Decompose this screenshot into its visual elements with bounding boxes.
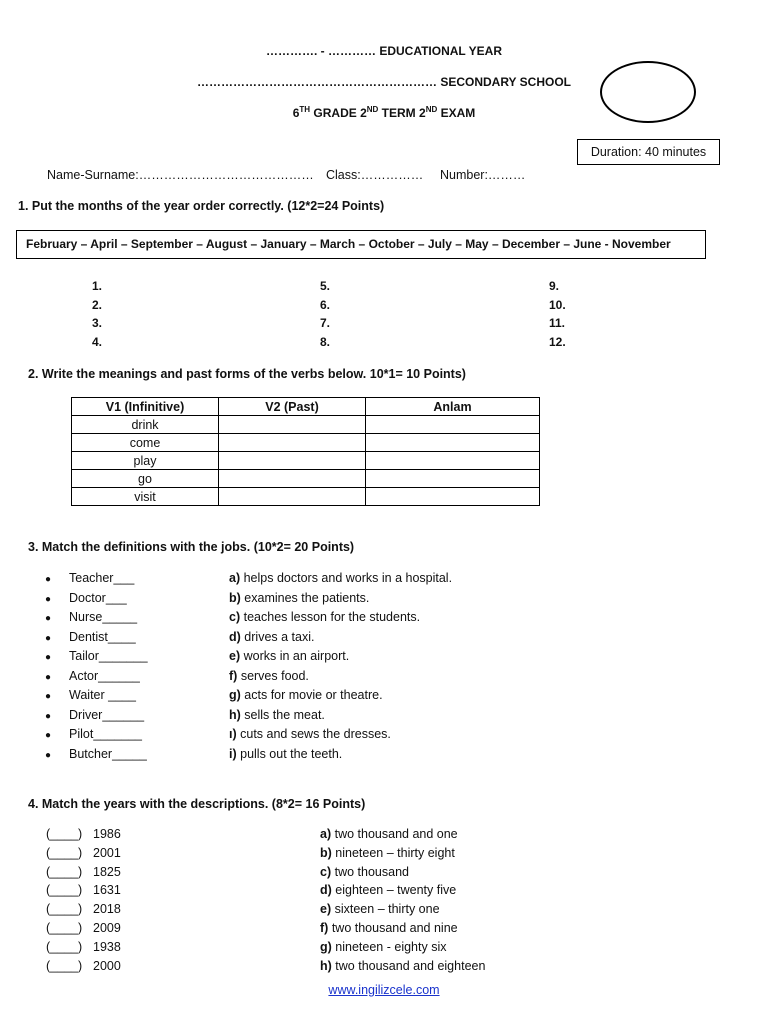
meaning-cell[interactable] (366, 470, 540, 488)
list-item: ● Doctor___ (45, 589, 148, 609)
verb-cell: go (72, 470, 219, 488)
answer-blank[interactable]: (____) (46, 939, 83, 954)
bullet-icon: ● (45, 671, 52, 683)
bullet-icon: ● (45, 613, 52, 624)
answer-number: 2. (92, 297, 103, 312)
list-item: f) serves food. (229, 668, 309, 683)
past-form-cell[interactable] (219, 488, 366, 506)
list-item: ● Driver______ (45, 706, 148, 726)
answer-number: 5. (320, 279, 331, 293)
list-item: (____) 1631 (46, 881, 121, 900)
answer-number: 12. (549, 334, 566, 349)
verb-cell: come (72, 434, 219, 452)
definitions-list (229, 569, 452, 764)
footer-website-link[interactable]: www.ingilizcele.com (328, 983, 440, 997)
meaning-cell[interactable] (366, 452, 540, 470)
exam-title: 6TH GRADE 2ND TERM 2ND EXAM (292, 105, 476, 120)
answer-number: 3. (92, 316, 103, 330)
table-row (72, 470, 540, 488)
list-item: (____) 2018 (46, 900, 121, 919)
bullet-icon: ● (45, 730, 52, 741)
educational-year-line: …………. - ………… EDUCATIONAL YEAR (265, 44, 502, 58)
list-item: h) sells the meat. (229, 707, 325, 722)
table-row (72, 416, 540, 434)
list-item: ı) cuts and sews the dresses. (229, 727, 391, 741)
list-item: d) eighteen – twenty five (320, 883, 457, 898)
meaning-cell[interactable] (366, 434, 540, 452)
table-row (72, 434, 540, 452)
answer-number: 10. (549, 297, 566, 312)
list-item: g) acts for movie or theatre. (229, 688, 383, 702)
answer-number: 11. (549, 316, 566, 330)
answer-column-2 (320, 277, 330, 351)
answer-number: 4. (92, 334, 103, 349)
list-item: ● Nurse_____ (45, 608, 148, 628)
table-header-row (72, 398, 540, 416)
list-item: (____) 1986 (46, 825, 121, 844)
column-header: V1 (Infinitive) (72, 398, 219, 416)
list-item: e) works in an airport. (229, 649, 350, 663)
answer-blank[interactable]: (____) (46, 920, 83, 935)
answer-blank[interactable]: (____) (46, 883, 83, 898)
meaning-cell[interactable] (366, 488, 540, 506)
list-item: f) two thousand and nine (320, 920, 458, 935)
bullet-icon: ● (45, 691, 52, 702)
list-item: a) two thousand and one (320, 827, 458, 841)
past-form-cell[interactable] (219, 452, 366, 470)
list-item: ● Butcher_____ (45, 745, 148, 765)
name-surname-field: Name-Surname:…………………………………… (47, 168, 314, 182)
list-item: b) examines the patients. (229, 590, 370, 605)
list-item: (____) 1825 (46, 863, 121, 882)
answer-blank[interactable]: (____) (46, 902, 83, 917)
answer-blank[interactable]: (____) (46, 958, 83, 973)
column-header: V2 (Past) (219, 398, 366, 416)
class-field: Class:…………… (326, 168, 424, 182)
list-item: (____) 2009 (46, 919, 121, 938)
jobs-list (45, 569, 148, 764)
answer-number: 9. (549, 279, 560, 293)
logo-placeholder-oval (600, 61, 696, 123)
verb-cell: visit (72, 488, 219, 506)
list-item: a) helps doctors and works in a hospital. (229, 571, 453, 585)
descriptions-list (320, 825, 485, 975)
list-item: ● Pilot_______ (45, 725, 148, 745)
list-item: ● Actor______ (45, 667, 148, 687)
answer-blank[interactable]: (____) (46, 864, 83, 879)
question-4-title: 4. Match the years with the descriptions. (8*2= 16 Points) (28, 797, 366, 811)
list-item: ● Waiter ____ (45, 686, 148, 706)
list-item: ● Teacher___ (45, 569, 148, 589)
answer-number: 7. (320, 316, 331, 330)
number-field: Number:……… (440, 168, 526, 182)
list-item: c) teaches lesson for the students. (229, 610, 421, 624)
question-3-title: 3. Match the definitions with the jobs. (10*2= 20 Points) (28, 540, 355, 554)
question-2-title: 2. Write the meanings and past forms of the verbs below. 10*1= 10 Points) (28, 367, 466, 381)
verb-cell: drink (72, 416, 219, 434)
list-item: e) sixteen – thirty one (320, 902, 440, 917)
past-form-cell[interactable] (219, 470, 366, 488)
verb-cell: play (72, 452, 219, 470)
list-item: ● Tailor_______ (45, 647, 148, 667)
list-item: g) nineteen - eighty six (320, 939, 447, 954)
list-item: (____) 2000 (46, 957, 121, 976)
past-form-cell[interactable] (219, 416, 366, 434)
verbs-table (71, 397, 540, 506)
answer-number: 1. (92, 279, 103, 293)
duration-box: Duration: 40 minutes (577, 139, 720, 165)
bullet-icon: ● (45, 632, 52, 644)
bullet-icon: ● (45, 710, 52, 722)
list-item: c) two thousand (320, 864, 409, 879)
list-item: i) pulls out the teeth. (229, 746, 343, 761)
list-item: h) two thousand and eighteen (320, 958, 486, 973)
list-item: ● Dentist____ (45, 628, 148, 648)
table-row (72, 452, 540, 470)
answer-blank[interactable]: (____) (46, 827, 83, 841)
answer-column-1 (92, 277, 102, 351)
answer-number: 8. (320, 334, 331, 349)
past-form-cell[interactable] (219, 434, 366, 452)
bullet-icon: ● (45, 652, 52, 663)
bullet-icon: ● (45, 749, 52, 761)
list-item: b) nineteen – thirty eight (320, 845, 455, 860)
answer-column-3 (549, 277, 566, 351)
list-item: d) drives a taxi. (229, 629, 315, 644)
list-item: (____) 2001 (46, 844, 121, 863)
question-1-title: 1. Put the months of the year order correctly. (12*2=24 Points) (18, 199, 385, 213)
list-item: (____) 1938 (46, 938, 121, 957)
answer-number: 6. (320, 297, 331, 312)
bullet-icon: ● (45, 574, 52, 585)
answer-blank[interactable]: (____) (46, 845, 83, 860)
bullet-icon: ● (45, 593, 52, 605)
years-list (46, 825, 121, 975)
column-header: Anlam (366, 398, 540, 416)
meaning-cell[interactable] (366, 416, 540, 434)
school-name-line: …………………………………………………… SECONDARY SCHOOL (196, 75, 571, 89)
table-row (72, 488, 540, 506)
months-box: February – April – September – August – January – March – October – July – May – December – June - November (16, 230, 706, 259)
